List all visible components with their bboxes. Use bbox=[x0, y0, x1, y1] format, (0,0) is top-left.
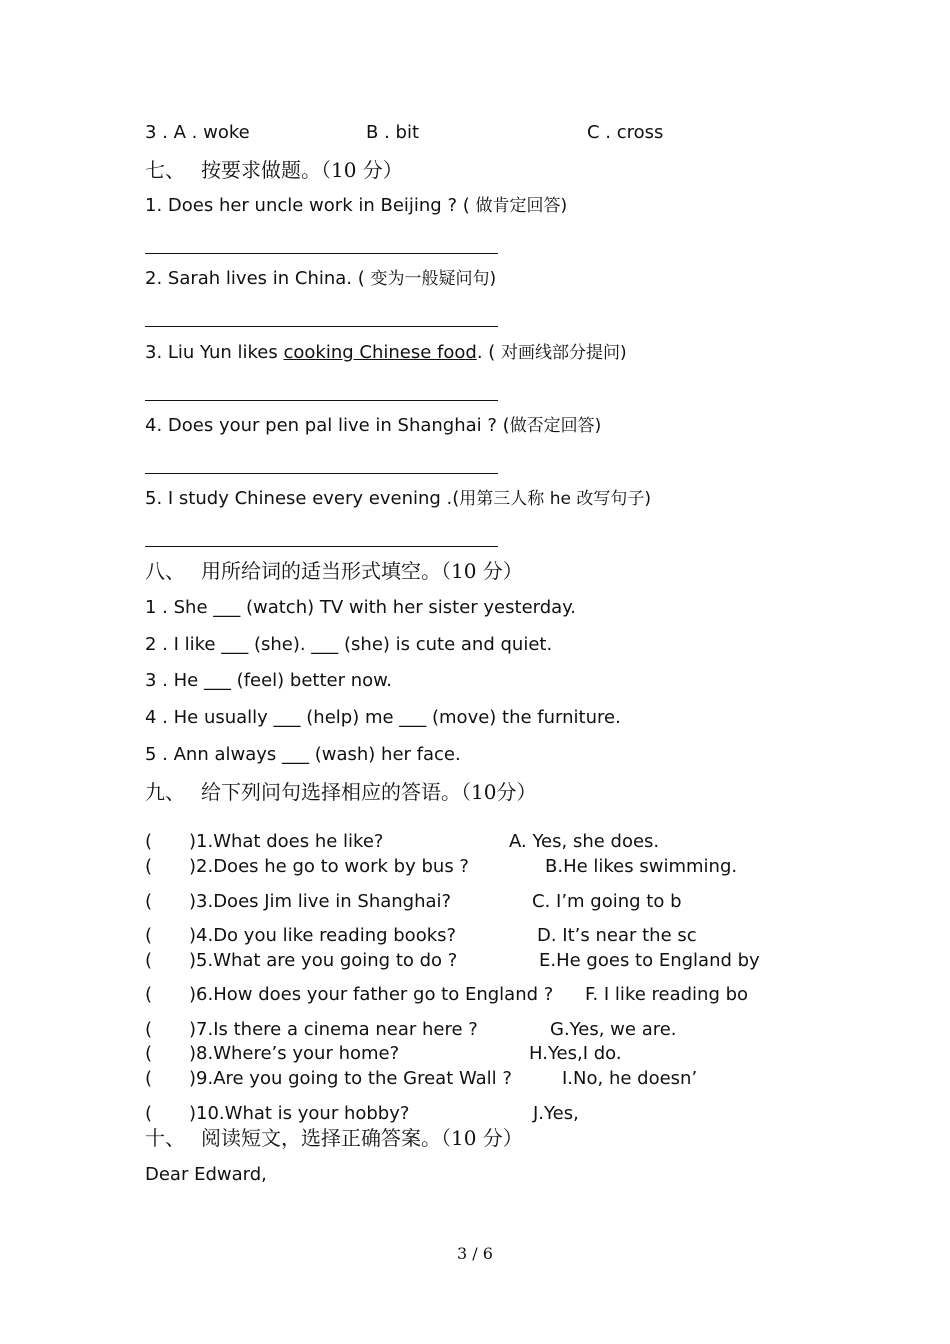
instruction-text: 做肯定回答) bbox=[475, 196, 568, 216]
instruction-text: 对画线部分提问) bbox=[501, 343, 627, 363]
letter-greeting: Dear Edward, bbox=[145, 1164, 267, 1185]
question-text: 4. Does your pen pal live in Shanghai ? ( bbox=[145, 415, 510, 436]
s9-answer-f: F. I like reading bo bbox=[585, 984, 749, 1005]
s8-item-4: 4 . He usually ___ (help) me ___ (move) the furniture. bbox=[145, 707, 621, 728]
section-number: 九、 bbox=[145, 780, 185, 804]
s9-question-9: )9.Are you going to the Great Wall ? bbox=[189, 1068, 512, 1089]
section9-heading bbox=[145, 779, 536, 805]
s9-answer-j: J.Yes, bbox=[533, 1103, 579, 1124]
section-title: 用所给词的适当形式填空。（10 分） bbox=[201, 559, 523, 583]
s9-question-7: )7.Is there a cinema near here ? bbox=[189, 1019, 478, 1040]
question-text: 2. Sarah lives in China. ( bbox=[145, 268, 371, 289]
s9-question-4: )4.Do you like reading books? bbox=[189, 925, 457, 946]
question-text: 3. Liu Yun likes bbox=[145, 342, 284, 363]
s7-question-4 bbox=[145, 414, 601, 438]
section-title: 按要求做题。（10 分） bbox=[201, 158, 403, 182]
answer-blank-2[interactable] bbox=[145, 326, 498, 327]
question-text: 5. I study Chinese every evening .( bbox=[145, 488, 460, 509]
s9-paren-9[interactable]: ( bbox=[145, 1068, 153, 1089]
section-number: 十、 bbox=[145, 1126, 185, 1150]
s9-paren-6[interactable]: ( bbox=[145, 984, 153, 1005]
s8-item-5: 5 . Ann always ___ (wash) her face. bbox=[145, 744, 461, 765]
s7-question-2 bbox=[145, 267, 496, 291]
s9-answer-a: A. Yes, she does. bbox=[509, 831, 660, 852]
option-b: B . bit bbox=[366, 122, 419, 143]
s9-answer-b: B.He likes swimming. bbox=[545, 856, 738, 877]
s9-answer-h: H.Yes,I do. bbox=[529, 1043, 622, 1064]
s8-item-1: 1 . She ___ (watch) TV with her sister yesterday. bbox=[145, 597, 576, 618]
answer-blank-5[interactable] bbox=[145, 546, 498, 547]
section8-heading bbox=[145, 558, 523, 584]
section-number: 八、 bbox=[145, 559, 185, 583]
question-text-end: . ( bbox=[476, 342, 501, 363]
option-c: C . cross bbox=[587, 122, 664, 143]
s9-paren-4[interactable]: ( bbox=[145, 925, 153, 946]
s9-answer-g: G.Yes, we are. bbox=[550, 1019, 677, 1040]
answer-blank-4[interactable] bbox=[145, 473, 498, 474]
section-title: 阅读短文，选择正确答案。（10 分） bbox=[201, 1126, 523, 1150]
s9-paren-8[interactable]: ( bbox=[145, 1043, 153, 1064]
instruction-text: 变为一般疑问句) bbox=[370, 269, 497, 289]
s9-question-10: )10.What is your hobby? bbox=[189, 1103, 410, 1124]
answer-blank-3[interactable] bbox=[145, 400, 498, 401]
section-title: 给下列问句选择相应的答语。（10分） bbox=[201, 780, 537, 804]
instruction-text: 用第三人称 he 改写句子) bbox=[459, 489, 651, 509]
section-number: 七、 bbox=[145, 158, 185, 182]
s9-question-1: )1.What does he like? bbox=[189, 831, 384, 852]
s9-question-8: )8.Where’s your home? bbox=[189, 1043, 400, 1064]
question-text: 1. Does her uncle work in Beijing ? ( bbox=[145, 195, 476, 216]
s7-question-3 bbox=[145, 341, 627, 365]
s9-answer-c: C. I’m going to b bbox=[532, 891, 682, 912]
answer-blank-1[interactable] bbox=[145, 253, 498, 254]
option-line-3 bbox=[145, 121, 250, 145]
s9-question-6: )6.How does your father go to England ? bbox=[189, 984, 554, 1005]
s9-question-3: )3.Does Jim live in Shanghai? bbox=[189, 891, 452, 912]
s9-paren-7[interactable]: ( bbox=[145, 1019, 153, 1040]
section7-heading bbox=[145, 157, 403, 183]
s9-paren-3[interactable]: ( bbox=[145, 891, 153, 912]
s9-paren-10[interactable]: ( bbox=[145, 1103, 153, 1124]
s9-paren-1[interactable]: ( bbox=[145, 831, 153, 852]
instruction-text: 做否定回答) bbox=[509, 416, 602, 436]
s9-question-5: )5.What are you going to do ? bbox=[189, 950, 458, 971]
s9-paren-2[interactable]: ( bbox=[145, 856, 153, 877]
s9-answer-d: D. It’s near the sc bbox=[537, 925, 697, 946]
s8-item-3: 3 . He ___ (feel) better now. bbox=[145, 670, 392, 691]
section10-heading bbox=[145, 1125, 523, 1151]
s9-paren-5[interactable]: ( bbox=[145, 950, 153, 971]
s9-answer-e: E.He goes to England by bbox=[539, 950, 760, 971]
page-number: 3 / 6 bbox=[457, 1244, 493, 1263]
s7-question-1 bbox=[145, 194, 567, 218]
s8-item-2: 2 . I like ___ (she). ___ (she) is cute and quiet. bbox=[145, 634, 553, 655]
s9-question-2: )2.Does he go to work by bus ? bbox=[189, 856, 469, 877]
s7-question-5 bbox=[145, 487, 651, 511]
s9-answer-i: I.No, he doesn’ bbox=[562, 1068, 698, 1089]
underlined-phrase: cooking Chinese food bbox=[283, 342, 477, 363]
option-a: 3 . A . woke bbox=[145, 122, 250, 143]
